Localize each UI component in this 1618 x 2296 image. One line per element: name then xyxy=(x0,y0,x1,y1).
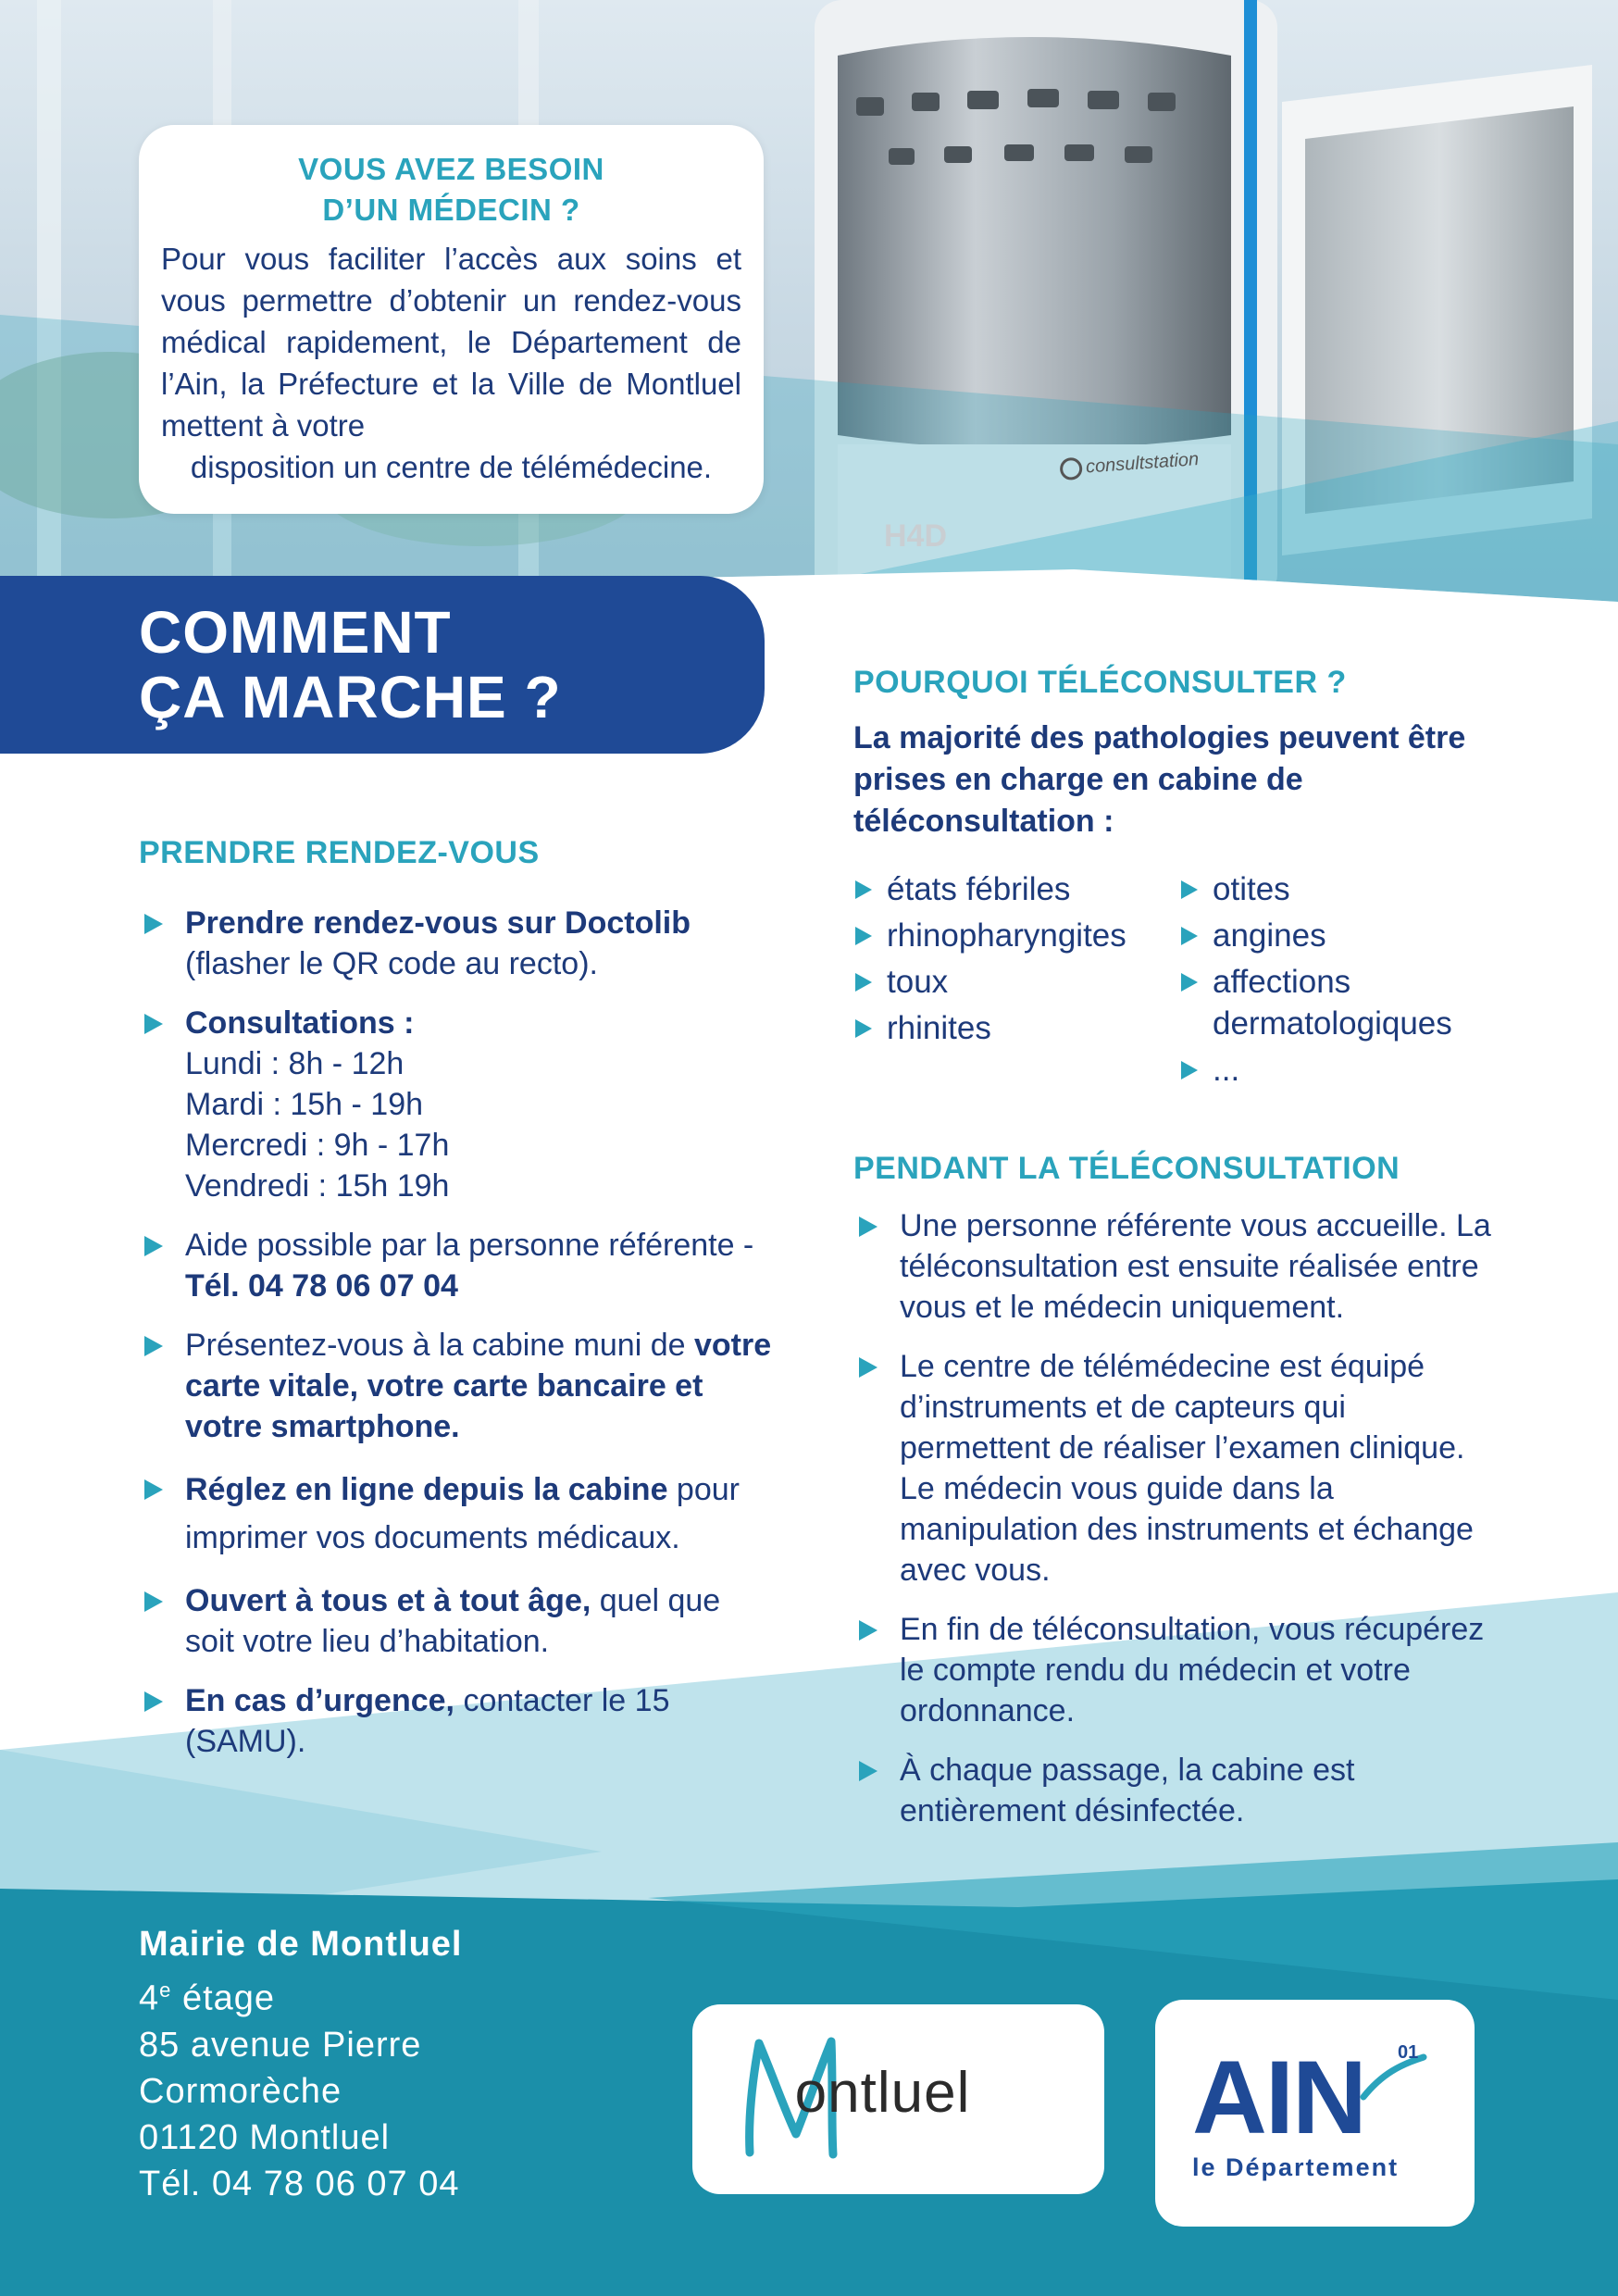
montluel-logo-card xyxy=(692,2004,1104,2194)
list-item: rhinopharyngites xyxy=(853,915,1159,956)
triangle-bullet-icon xyxy=(859,1217,877,1237)
list-item: Présentez-vous à la cabine muni de votre carte vitale, votre carte bancaire et votre smartphone. xyxy=(139,1325,778,1447)
intro-card xyxy=(139,125,764,514)
list-item: Aide possible par la personne référente - Tél. 04 78 06 07 04 xyxy=(139,1225,778,1306)
list-item: Ouvert à tous et à tout âge, quel que soit votre lieu d’habitation. xyxy=(139,1580,778,1662)
address-block: Mairie de Montluel 4e étage 85 avenue Pierre Cormorèche 01120 Montluel Tél. 04 78 06 07 04 xyxy=(139,1925,463,2203)
triangle-bullet-icon xyxy=(859,1761,877,1781)
ain-logo-card xyxy=(1155,2000,1475,2227)
intro-title: VOUS AVEZ BESOIN D’UN MÉDECIN ? xyxy=(298,152,604,227)
list-item: ... xyxy=(1179,1049,1485,1091)
triangle-bullet-icon xyxy=(1181,1061,1198,1079)
why-lead: La majorité des pathologies peuvent être prises en charge en cabine de téléconsultation : xyxy=(853,720,1466,839)
list-item: En fin de téléconsultation, vous récupérez le compte rendu du médecin et votre ordonnance. xyxy=(853,1609,1492,1731)
list-item: Réglez en ligne depuis la cabine pour imprimer vos documents médicaux. xyxy=(139,1466,778,1562)
triangle-bullet-icon xyxy=(855,927,872,945)
triangle-bullet-icon xyxy=(1181,880,1198,899)
ain-logo-number: 01 xyxy=(1398,2042,1419,2063)
list-item: À chaque passage, la cabine est entièrement désinfectée. xyxy=(853,1750,1492,1831)
list-item: Consultations : Lundi : 8h - 12h Mardi : 15h - 19h Mercredi : 9h - 17h Vendredi : 15h 19h xyxy=(139,1003,778,1206)
list-item: Le centre de télémédecine est équipé d’instruments et de capteurs qui permettent de réaliser l’examen clinique. Le médecin vous guide dans la manipulation des instruments et échange avec vous. xyxy=(853,1346,1492,1591)
triangle-bullet-icon xyxy=(144,1336,163,1356)
address-floor: 4e étage xyxy=(139,1978,276,2018)
ain-logo-subtitle: le Département xyxy=(1192,2153,1400,2181)
cabin-brand-label: consultstation xyxy=(1059,449,1200,480)
triangle-bullet-icon xyxy=(855,880,872,899)
list-item: toux xyxy=(853,961,1159,1003)
list-item: En cas d’urgence, contacter le 15 (SAMU). xyxy=(139,1680,778,1762)
rdv-heading: PRENDRE RENDEZ-VOUS xyxy=(139,835,540,870)
cabin-mark-label: H4D xyxy=(884,518,948,554)
pathology-list-col2 xyxy=(1179,868,1485,1095)
triangle-bullet-icon xyxy=(859,1357,877,1378)
triangle-bullet-icon xyxy=(855,1019,872,1038)
rdv-list xyxy=(139,903,778,1777)
why-heading: POURQUOI TÉLÉCONSULTER ? xyxy=(853,665,1347,700)
triangle-bullet-icon xyxy=(1181,927,1198,945)
ain-swoosh-icon xyxy=(1155,2000,1475,2227)
list-item: angines xyxy=(1179,915,1485,956)
pathology-list-col1 xyxy=(853,868,1159,1054)
triangle-bullet-icon xyxy=(144,1479,163,1500)
list-item: états fébriles xyxy=(853,868,1159,910)
ain-logo-word: AIN xyxy=(1192,2040,1365,2155)
triangle-bullet-icon xyxy=(144,1014,163,1034)
triangle-bullet-icon xyxy=(855,973,872,992)
triangle-bullet-icon xyxy=(144,1236,163,1256)
intro-text: Pour vous faciliter l’accès aux soins et vous permettre d’obtenir un rendez-vous médical rapidement, le Département de l’Ain, la Préfecture et la Ville de Montluel mettent à votre disposition un centre de télémédecine. xyxy=(161,242,741,484)
cabin-brand-icon xyxy=(1059,457,1083,481)
triangle-bullet-icon xyxy=(859,1620,877,1641)
how-it-works-title: COMMENT ÇA MARCHE ? xyxy=(139,599,562,730)
triangle-bullet-icon xyxy=(144,1591,163,1612)
during-list xyxy=(853,1205,1492,1846)
triangle-bullet-icon xyxy=(1181,973,1198,992)
list-item: rhinites xyxy=(853,1007,1159,1049)
list-item: Prendre rendez-vous sur Doctolib (flasher le QR code au recto). xyxy=(139,903,778,984)
during-heading: PENDANT LA TÉLÉCONSULTATION xyxy=(853,1151,1400,1186)
triangle-bullet-icon xyxy=(144,1691,163,1712)
list-item: Une personne référente vous accueille. La téléconsultation est ensuite réalisée entre vous et le médecin uniquement. xyxy=(853,1205,1492,1328)
list-item: affections dermatologiques xyxy=(1179,961,1485,1044)
triangle-bullet-icon xyxy=(144,914,163,934)
montluel-logo-text: ontluel xyxy=(794,2061,971,2125)
list-item: otites xyxy=(1179,868,1485,910)
